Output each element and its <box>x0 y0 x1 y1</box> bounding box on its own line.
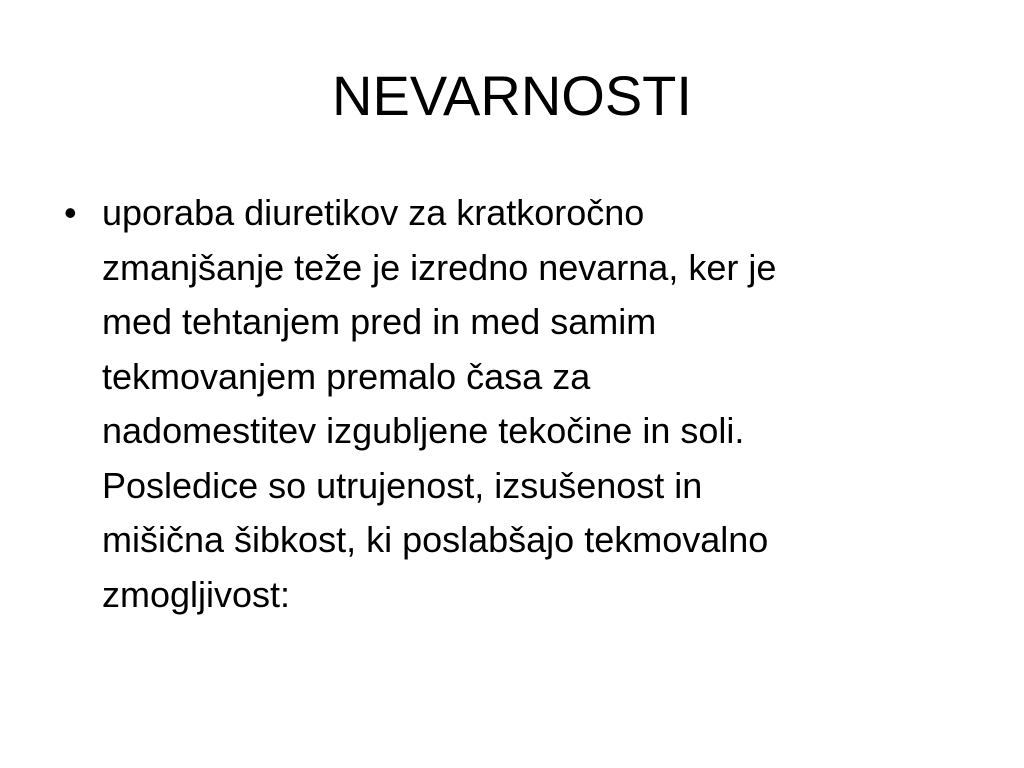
bullet-line: mišična šibkost, ki poslabšajo tekmovalno <box>102 519 769 560</box>
slide-content <box>64 186 964 622</box>
bullet-line: nadomestitev izgubljene tekočine in soli. <box>102 410 745 451</box>
bullet-marker: • <box>64 192 77 233</box>
bullet-line: med tehtanjem pred in med samim <box>102 301 657 342</box>
bullet-line: zmanjšanje teže je izredno nevarna, ker je <box>102 246 777 288</box>
slide-title: NEVARNOSTI <box>332 64 692 127</box>
bullet-list <box>64 186 964 622</box>
bullet-line: Posledice so utrujenost, izsušenost in <box>102 464 703 506</box>
bullet-line: uporaba diuretikov za kratkoročno <box>102 192 645 233</box>
bullet-line: tekmovanjem premalo časa za <box>102 355 591 397</box>
bullet-text <box>102 186 964 622</box>
bullet-line: zmogljivost: <box>102 573 291 615</box>
bullet-item <box>64 186 964 622</box>
